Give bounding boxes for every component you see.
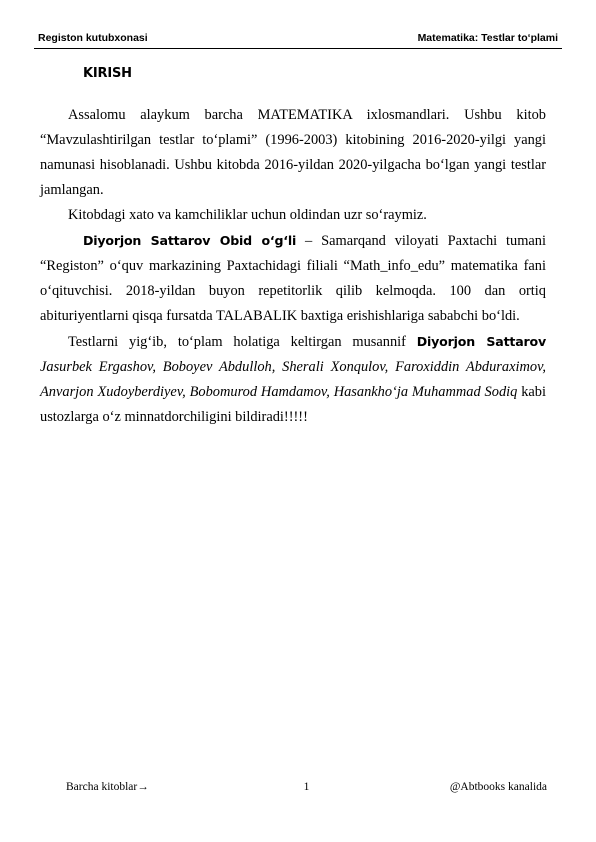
page-header xyxy=(34,32,562,49)
paragraph-intro: Assalomu alaykum barcha MATEMATIKA ixlosmandlari. Ushbu kitob “Mavzulashtirilgan testlar to‘plami” (1996-2003) kitobining 2016-2020-yilgi yangi namunasi hisoblanadi. Ushbu kitobda 2016-yildan 2020-yilgacha bo‘lgan yangi testlar jamlangan. xyxy=(40,107,546,198)
author-description: – Samarqand viloyati Paxtachi tumani “Registon” o‘quv markazining Paxtachidagi filiali “Math_info_edu” matematika fani o‘qituvchisi. 2018-yildan buyon repetitorlik qilib kelmoqda. 100 dan ortiq abituriyentlarni qisqa fursatda TALABALIK baxtiga erishishlariga sababchi bo‘ldi. xyxy=(40,233,547,324)
page-body xyxy=(40,66,546,430)
paragraph-apology: Kitobdagi xato va kamchiliklar uchun oldindan uzr so‘raymiz. xyxy=(68,207,427,223)
thanks-start: Testlarni yig‘ib, to‘plam holatiga keltirgan musannif xyxy=(68,334,417,350)
page-footer xyxy=(66,781,547,793)
paragraph-thanks xyxy=(40,329,546,430)
header-library-name: Registon kutubxonasi xyxy=(38,32,148,44)
compiler-name: Diyorjon Sattarov xyxy=(416,334,546,349)
teachers-list: Jasurbek Ergashov, Boboyev Abdulloh, Sherali Xonqulov, Faroxiddin Abduraximov, Anvarjon Xudoyberdiyev, Bobomurod Hamdamov, Hasankho‘ja Muhammad Sodiq xyxy=(40,359,546,400)
header-book-title: Matematika: Testlar to‘plami xyxy=(417,32,558,44)
thanks-end: kabi ustozlarga o‘z minnatdorchiligini bildiradi!!!!! xyxy=(40,384,547,425)
footer-all-books-link[interactable]: Barcha kitoblar→ xyxy=(66,781,149,793)
paragraph-author xyxy=(40,228,546,329)
author-name: Diyorjon Sattarov Obid o‘g‘li xyxy=(83,233,297,248)
footer-channel: @Abtbooks kanalida xyxy=(449,781,547,793)
section-heading: KIRISH xyxy=(83,66,132,81)
page-number: 1 xyxy=(303,781,310,793)
